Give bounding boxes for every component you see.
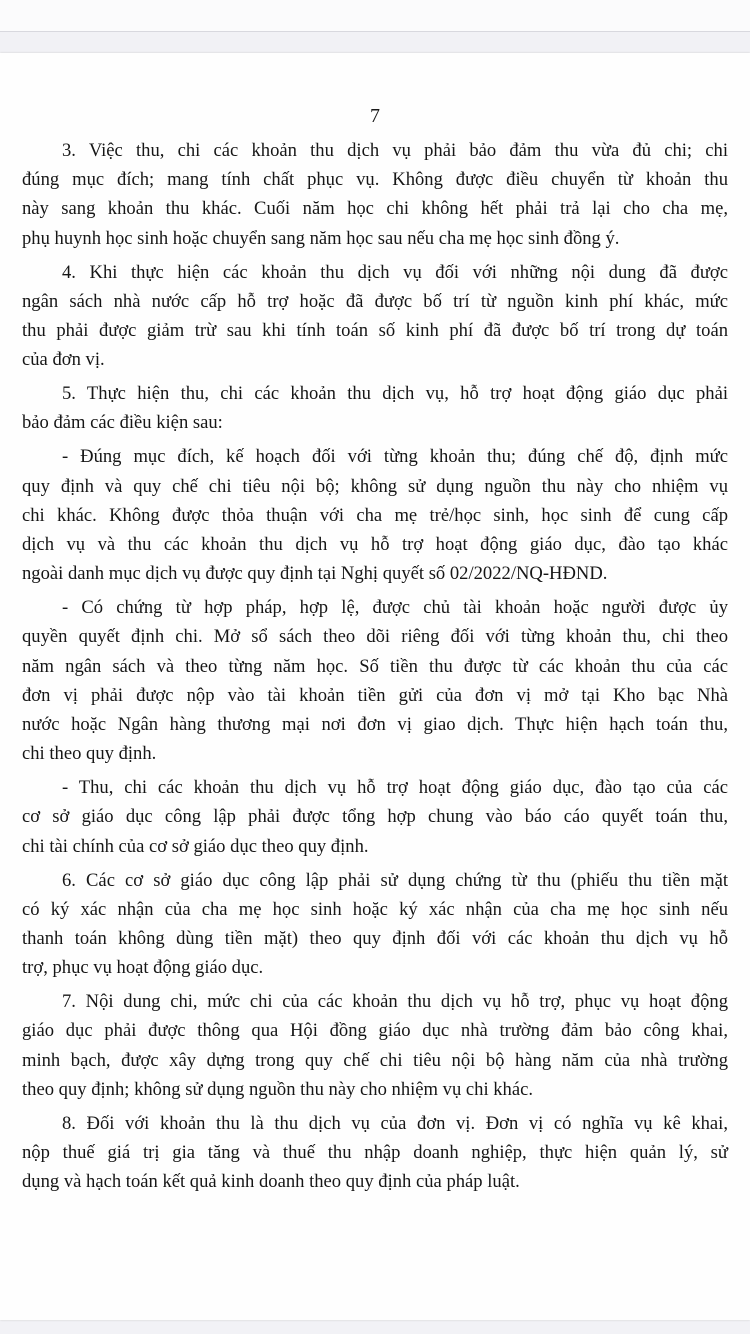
text-line: chi tài chính của cơ sở giáo dục theo quy định.: [22, 835, 369, 857]
paragraph: [22, 593, 728, 768]
text-line: phụ huynh học sinh hoặc chuyển sang năm học sau nếu cha mẹ học sinh đồng ý.: [22, 227, 620, 249]
text-line: 8. Đối với khoản thu là thu dịch vụ của đơn vị. Đơn vị có nghĩa vụ kê khai,: [62, 1112, 728, 1134]
paragraph: [22, 987, 728, 1104]
text-line: quy định và quy chế chi tiêu nội bộ; không sử dụng nguồn thu này cho nhiệm vụ: [22, 475, 728, 497]
paragraph: [22, 866, 728, 983]
text-line: - Thu, chi các khoản thu dịch vụ hỗ trợ hoạt động giáo dục, đào tạo của các: [62, 777, 728, 799]
paragraph: [22, 1109, 728, 1197]
text-line: ngoài danh mục dịch vụ được quy định tại Nghị quyết số 02/2022/NQ-HĐND.: [22, 563, 608, 585]
text-line: 6. Các cơ sở giáo dục công lập phải sử dụng chứng từ thu (phiếu thu tiền mặt: [62, 869, 728, 891]
text-line: giáo dục phải được thông qua Hội đồng giáo dục nhà trường đảm bảo công khai,: [22, 1020, 728, 1042]
text-line: trợ, phục vụ hoạt động giáo dục.: [22, 957, 264, 979]
document-body: [22, 136, 728, 1196]
text-line: quyền quyết định chi. Mở sổ sách theo dõi riêng đối với từng khoản thu, chi theo: [22, 626, 728, 648]
text-line: - Đúng mục đích, kế hoạch đối với từng khoản thu; đúng chế độ, định mức: [62, 446, 728, 468]
paragraph: [22, 258, 728, 375]
text-line: đơn vị phải được nộp vào tài khoản tiền gửi của đơn vị mở tại Kho bạc Nhà: [22, 684, 728, 706]
text-line: 7. Nội dung chi, mức chi của các khoản thu dịch vụ hỗ trợ, phục vụ hoạt động: [62, 991, 728, 1013]
paragraph: [22, 136, 728, 253]
text-line: theo quy định; không sử dụng nguồn thu này cho nhiệm vụ chi khác.: [22, 1078, 534, 1100]
paragraph: [22, 379, 728, 437]
previous-page-edge: [0, 0, 750, 32]
text-line: cơ sở giáo dục công lập phải được tổng hợp chung vào báo cáo quyết toán thu,: [22, 806, 728, 828]
page-separator: [0, 32, 750, 53]
text-line: dụng và hạch toán kết quả kinh doanh theo quy định của pháp luật.: [22, 1171, 520, 1193]
text-line: nộp thuế giá trị gia tăng và thuế thu nhập doanh nghiệp, thực hiện quản lý, sử: [22, 1142, 728, 1164]
text-line: của đơn vị.: [22, 349, 105, 371]
text-line: đúng mục đích; mang tính chất phục vụ. Không được điều chuyển từ khoản thu: [22, 169, 728, 191]
text-line: thanh toán không dùng tiền mặt) theo quy định đối với các khoản thu dịch vụ hỗ: [22, 928, 728, 950]
paragraph: [22, 773, 728, 861]
text-line: này sang khoản thu khác. Cuối năm học chi không hết phải trả lại cho cha mẹ,: [22, 198, 728, 220]
text-line: nước hoặc Ngân hàng thương mại nơi đơn vị giao dịch. Thực hiện hạch toán thu,: [22, 714, 728, 736]
text-line: 3. Việc thu, chi các khoản thu dịch vụ phải bảo đảm thu vừa đủ chi; chi: [62, 140, 728, 161]
text-line: - Có chứng từ hợp pháp, hợp lệ, được chủ tài khoản hoặc người được ủy: [62, 597, 728, 619]
text-line: 4. Khi thực hiện các khoản thu dịch vụ đối với những nội dung đã được: [62, 261, 728, 283]
text-line: chi theo quy định.: [22, 743, 157, 765]
text-line: ngân sách nhà nước cấp hỗ trợ hoặc đã được bố trí từ nguồn kinh phí khác, mức: [22, 290, 728, 312]
text-line: thu phải được giảm trừ sau khi tính toán số kinh phí đã được bố trí trong dự toán: [22, 320, 728, 342]
page-number: 7: [370, 105, 380, 127]
text-line: dịch vụ và thu các khoản thu dịch vụ hỗ trợ hoạt động giáo dục, đào tạo khác: [22, 534, 728, 556]
text-line: 5. Thực hiện thu, chi các khoản thu dịch vụ, hỗ trợ hoạt động giáo dục phải: [62, 383, 728, 405]
text-line: năm ngân sách và theo từng năm học. Số tiền thu được từ các khoản thu của các: [22, 655, 728, 677]
text-line: có ký xác nhận của cha mẹ học sinh hoặc ký xác nhận của cha mẹ học sinh nếu: [22, 898, 728, 920]
text-line: minh bạch, được xây dựng trong quy chế chi tiêu nội bộ hàng năm của nhà trường: [22, 1049, 728, 1071]
paragraph: [22, 442, 728, 588]
text-line: chi khác. Không được thỏa thuận với cha mẹ trẻ/học sinh, học sinh để cung cấp: [22, 504, 728, 526]
document-page: [0, 53, 750, 1320]
text-line: bảo đảm các điều kiện sau:: [22, 412, 223, 434]
